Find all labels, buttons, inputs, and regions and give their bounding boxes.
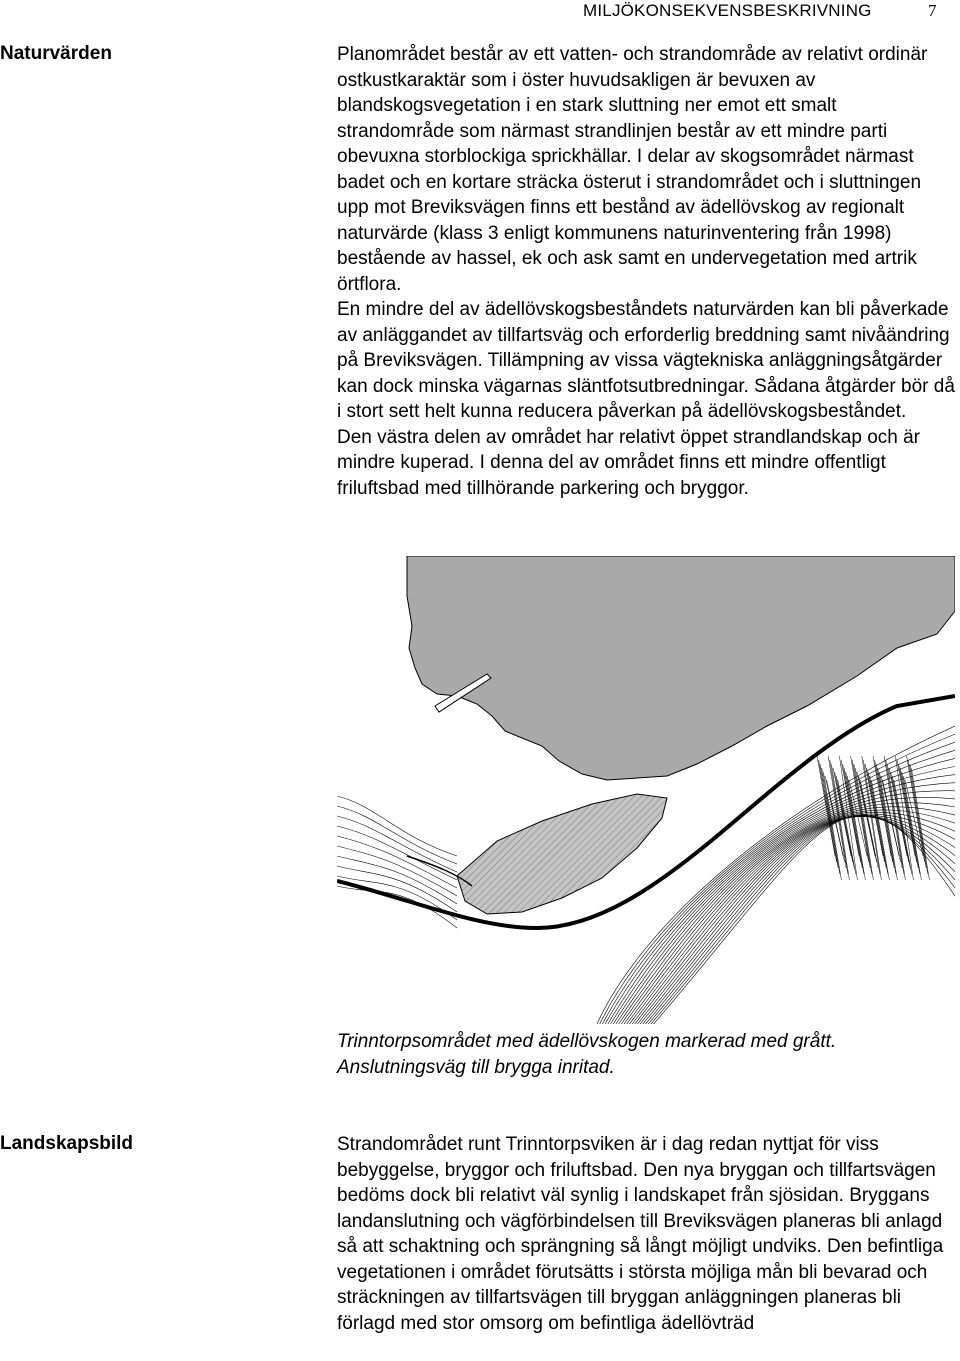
section-heading-landskapsbild: Landskapsbild xyxy=(0,1133,134,1154)
landskapsbild-paragraph: Strandområdet runt Trinntorpsviken är i dag redan nyttjat för viss bebyggelse, bryggor och friluftsbad. Den nya bryggan och tillfartsvägen bedöms dock bli relativt väl synlig i landskapet från sjösidan. Bryggans landanslutning och vägförbindelsen till Breviksvägen planeras bli anlagd så att schaktning och sprängning så långt möjligt undviks. Den befintliga vegetationen i området förutsätts i största möjliga mån bli bevarad och sträckningen av tillfartsvägen till bryggan anläggningen planeras bli förlagd med stor omsorg om befintliga ädellövträd xyxy=(337,1134,944,1334)
naturvarden-body xyxy=(337,42,955,501)
section-heading-naturvarden: Naturvärden xyxy=(0,43,112,64)
site-map-drawing xyxy=(337,556,955,1024)
map-caption xyxy=(337,1029,836,1080)
page-number: 7 xyxy=(928,1,937,20)
naturvarden-paragraph-3: Den västra delen av området har relativt öppet strandlandskap och är mindre kuperad. I denna del av området finns ett mindre offentligt friluftsbad med tillhörande parkering och bryggor. xyxy=(337,426,920,499)
map-caption-line-1: Trinntorpsområdet med ädellövskogen markerad med grått. xyxy=(337,1031,837,1052)
document-title: MILJÖKONSEKVENSBESKRIVNING xyxy=(583,1,872,20)
naturvarden-paragraph-2: En mindre del av ädellövskogsbeståndets naturvärden kan bli påverkade av anläggandet av tillfartsväg och erforderlig breddning samt nivåändring på Breviksvägen. Tillämpning av vissa vägtekniska anläggningsåtgärder kan dock minska vägarnas släntfotsutbredningar. Sådana åtgärder bör då i stort sett helt kunna reducera påverkan på ädellövskogsbeståndet. xyxy=(337,299,955,422)
naturvarden-paragraph-1: Planområdet består av ett vatten- och strandområde av relativt ordinär ostkustkaraktär som i öster huvudsakligen är bevuxen av blandskogsvegetation i en stark sluttning ner emot ett smalt strandområde som närmast strandlinjen består av ett mindre parti obevuxna storblockiga sprickhällar. I delar av skogsområdet närmast badet och en kortare sträcka österut i strandområdet och i sluttningen upp mot Breviksvägen finns ett bestånd av ädellövskog av regionalt naturvärde (klass 3 enligt kommunens naturinventering från 1998) bestående av hassel, ek och ask samt en undervegetation med artrik örtflora. xyxy=(337,44,928,295)
landskapsbild-body xyxy=(337,1132,955,1336)
map-caption-line-2: Anslutningsväg till brygga inritad. xyxy=(337,1056,615,1078)
site-map xyxy=(337,556,955,1024)
